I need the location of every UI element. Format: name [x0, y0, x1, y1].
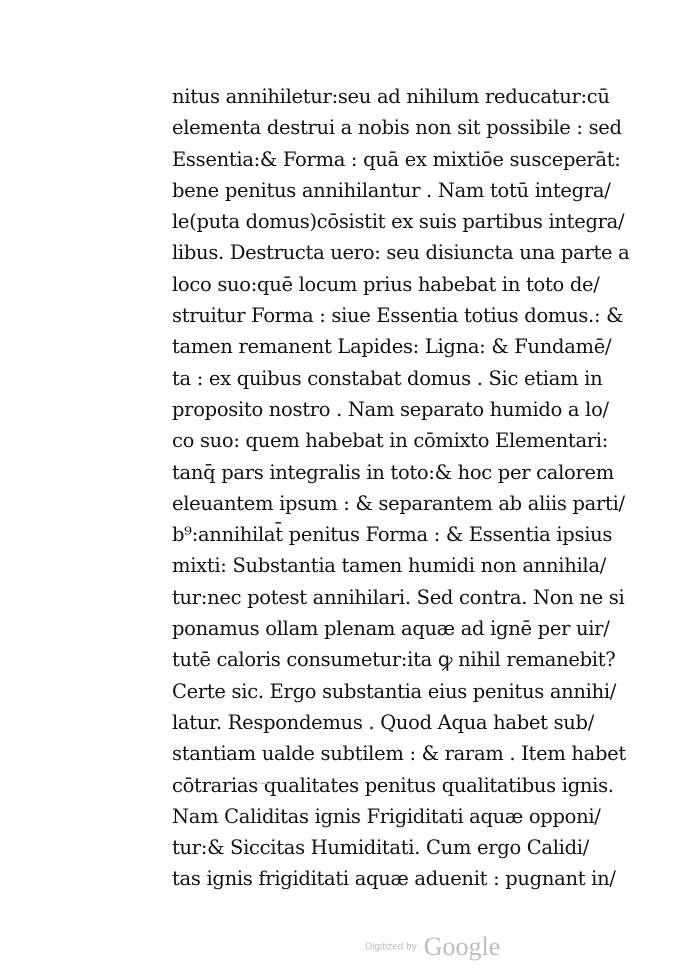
google-logo: Google — [423, 932, 501, 961]
text-line: tanq̄ pars integralis in toto:& hoc per calorem — [172, 460, 614, 484]
page-text-block — [172, 81, 630, 895]
text-line: latur. Respondemus . Quod Aqua habet sub/ — [172, 710, 594, 734]
text-line: mixti: Substantia tamen humidi non annihila/ — [172, 554, 606, 578]
text-line: loco suo:quē locum prius habebat in toto de/ — [172, 272, 600, 296]
text-line: proposito nostro . Nam separato humido a lo/ — [172, 397, 609, 421]
text-line: le(puta domus)cōsistit ex suis partibus integra/ — [172, 210, 625, 234]
text-line: tamen remanent Lapides: Ligna: & Fundamē/ — [172, 335, 612, 359]
text-line: tutē caloris consumetur:ita ꝙ nihil remanebit? — [172, 648, 616, 672]
text-line: cōtrarias qualitates penitus qualitatibus ignis. — [172, 773, 614, 797]
text-line: b⁹:annihilat̄ penitus Forma : & Essentia ipsius — [172, 523, 613, 547]
text-line: co suo: quem habebat in cōmixto Elementari: — [172, 429, 609, 453]
text-line: ponamus ollam plenam aquæ ad ignē per uir/ — [172, 617, 610, 641]
text-line: elementa destrui a nobis non sit possibile : sed — [172, 116, 622, 140]
text-line: eleuantem ipsum : & separantem ab aliis parti/ — [172, 491, 625, 515]
digitized-watermark — [365, 932, 500, 962]
text-line: Essentia:& Forma : quā ex mixtiōe susceperāt: — [172, 147, 621, 171]
text-line: tur:& Siccitas Humiditati. Cum ergo Calidi/ — [172, 836, 589, 860]
watermark-prefix: Digitized by — [365, 941, 417, 953]
text-line: Certe sic. Ergo substantia eius penitus annihi/ — [172, 679, 617, 703]
text-line: stantiam ualde subtilem : & raram . Item habet — [172, 742, 626, 766]
text-line: bene penitus annihilantur . Nam totū integra/ — [172, 178, 611, 202]
text-line: tur:nec potest annihilari. Sed contra. Non ne si — [172, 585, 625, 609]
text-line: Nam Caliditas ignis Frigiditati aquæ opponi/ — [172, 804, 601, 828]
text-line: nitus annihiletur:seu ad nihilum reducatur:cū — [172, 85, 610, 108]
text-line: tas ignis frigiditati aquæ aduenit : pugnant in/ — [172, 867, 616, 891]
text-line: struitur Forma : siue Essentia totius domus.: & — [172, 304, 624, 328]
margin-mark — [255, 771, 275, 784]
text-line: libus. Destructa uero: seu disiuncta una parte a — [172, 241, 630, 265]
text-line: ta : ex quibus constabat domus . Sic etiam in — [172, 366, 603, 390]
